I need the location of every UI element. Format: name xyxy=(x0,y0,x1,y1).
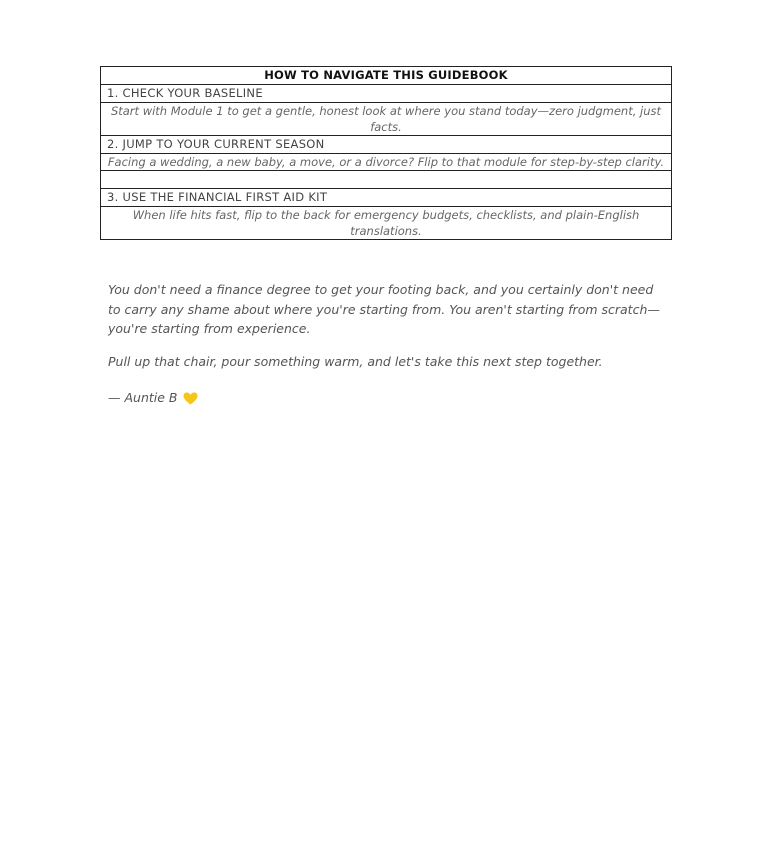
step-1-body: Start with Module 1 to get a gentle, honest look at where you stand today—zero judgment, just facts. xyxy=(101,103,672,136)
step-heading-row xyxy=(101,85,672,103)
step-3-body: When life hits fast, flip to the back for emergency budgets, checklists, and plain-English translations. xyxy=(101,207,672,240)
blank-row xyxy=(101,171,672,189)
step-body-row xyxy=(101,103,672,136)
letter-paragraph-1: You don't need a finance degree to get your footing back, and you certainly don't need to carry any shame about where you're starting from. You aren't starting from scratch—you're starting from experience. xyxy=(108,282,660,336)
step-3-heading: 3. USE THE FINANCIAL FIRST AID KIT xyxy=(101,189,672,207)
table-title: HOW TO NAVIGATE THIS GUIDEBOOK xyxy=(101,67,672,85)
step-body-row xyxy=(101,207,672,240)
yellow-heart-icon xyxy=(183,391,198,404)
step-1-heading: 1. CHECK YOUR BASELINE xyxy=(101,85,672,103)
step-heading-row xyxy=(101,136,672,154)
step-2-body: Facing a wedding, a new baby, a move, or a divorce? Flip to that module for step-by-step clarity. xyxy=(101,154,672,171)
step-2-heading: 2. JUMP TO YOUR CURRENT SEASON xyxy=(101,136,672,154)
step-heading-row xyxy=(101,189,672,207)
signature-line xyxy=(108,388,668,408)
signature-text: — Auntie B xyxy=(108,390,178,405)
step-body-row xyxy=(101,154,672,171)
letter-paragraph-2: Pull up that chair, pour something warm, and let's take this next step together. xyxy=(108,354,603,369)
navigation-table xyxy=(100,66,672,240)
blank-cell xyxy=(101,171,672,189)
table-title-row xyxy=(101,67,672,85)
